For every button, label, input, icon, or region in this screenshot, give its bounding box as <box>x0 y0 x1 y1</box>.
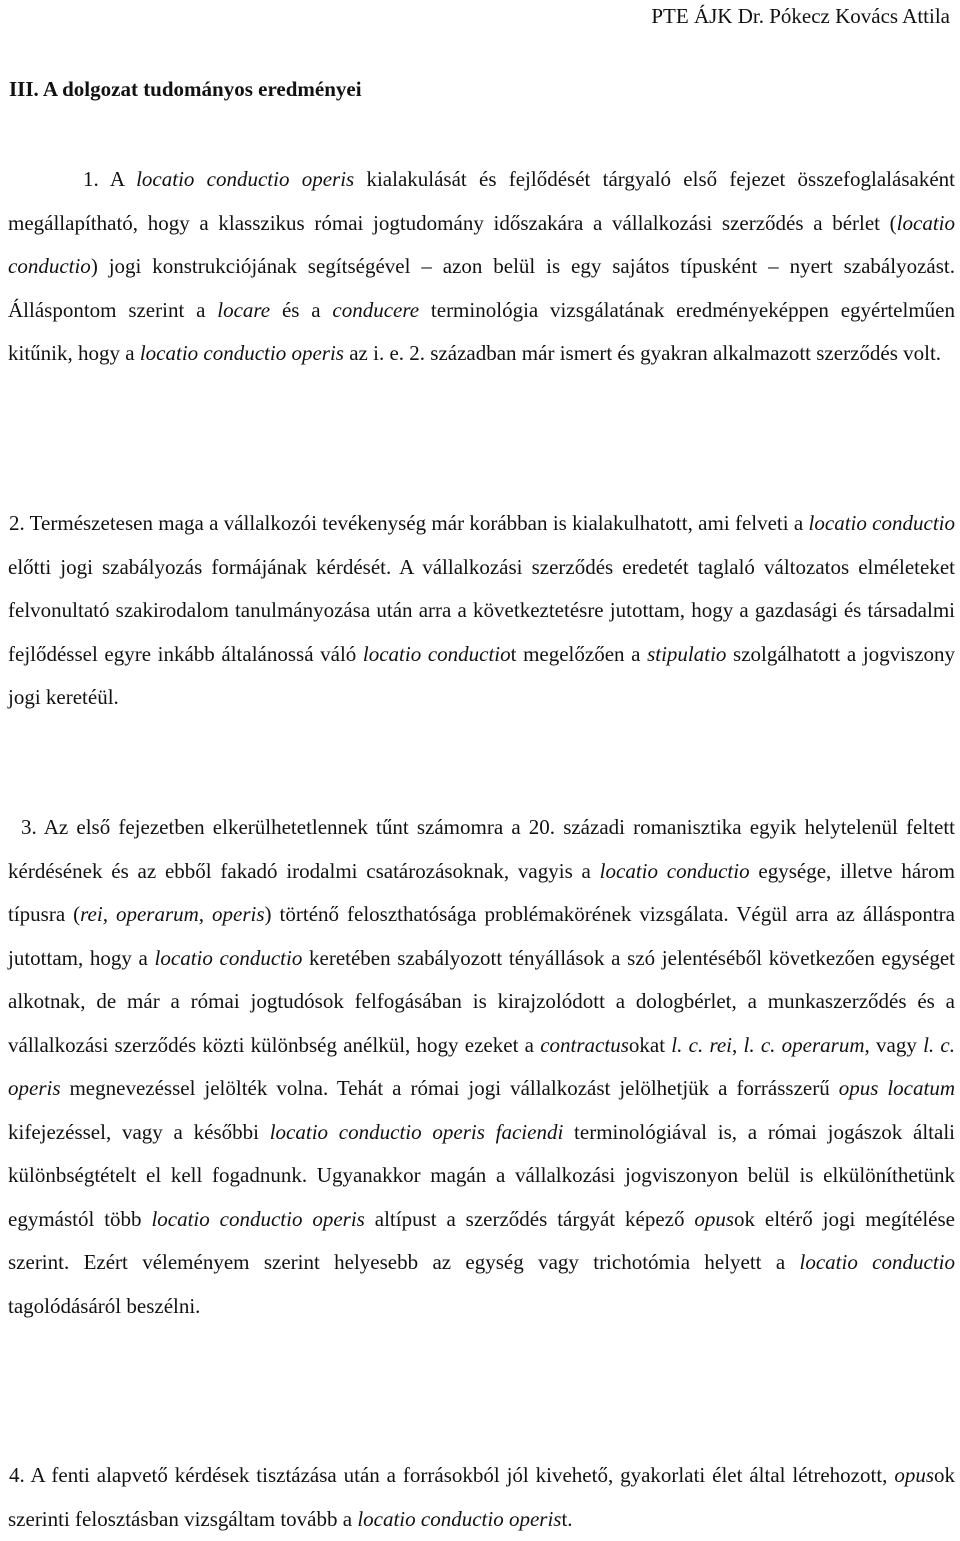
paragraph-3 <box>8 806 955 1328</box>
latin-term: locatio conductio operis <box>151 1206 365 1231</box>
text-run: keretében szabályozott tényállások a szó jelentéséből következően egységet alkotnak, de már a római jogtudósok felfogásában is kirajzolódott a dologbérlet, a munkaszerződés és a vállalkozási szerződés közti különbség anélkül, hogy ezeket a <box>8 945 955 1057</box>
latin-term: l. c. operarum <box>743 1032 865 1057</box>
latin-term: opus <box>894 1463 934 1487</box>
text-run: megnevezéssel jelölték volna. Tehát a római jogi vállalkozást jelölhetjük a forrásszerű <box>60 1076 839 1100</box>
text-run: ok szerinti felosztásban vizsgáltam tovább a <box>8 1463 955 1531</box>
section-title: III. A dolgozat tudományos eredményei <box>9 77 362 101</box>
latin-term: locatio conductio <box>808 511 955 535</box>
paragraph-number: 1. <box>83 167 99 191</box>
latin-term: l. c. rei <box>671 1032 733 1057</box>
text-run: A fenti alapvető kérdések tisztázása után a forrásokból jól kivehető, gyakorlati élet által létrehozott, <box>24 1463 895 1487</box>
text-run: egysége, illetve három típusra ( <box>8 858 956 926</box>
paragraph-number: 4. <box>9 1463 25 1487</box>
paragraph-1 <box>8 158 955 376</box>
text-run: okat <box>628 1032 672 1057</box>
text-run: t megelőzően a <box>510 641 648 666</box>
text-run: Az első fejezetben elkerülhetetlennek tűnt számomra a 20. századi romanisztika egyik helytelenül feltett kérdésének és az ebből fakadó irodalmi csatározásoknak, vagyis a <box>8 815 955 883</box>
text-run: altípust a szerződés tárgyát képező <box>364 1206 695 1231</box>
text-run: terminológiával is, a római jogászok általi különbségtételt el kell fogadnunk. Ugyanakkor magán a vállalkozási jogviszonyon belül is elkülöníthetünk egymástól több <box>8 1119 955 1231</box>
page-header-author: PTE ÁJK Dr. Pókecz Kovács Attila <box>651 4 950 28</box>
latin-term: locatio conductio operis <box>357 1506 562 1531</box>
latin-term: locatio conductio <box>599 858 750 883</box>
paragraph-number: 3. <box>21 815 37 839</box>
paragraph-2 <box>8 502 955 720</box>
latin-term: stipulatio <box>647 641 727 666</box>
text-run: előtti jogi szabályozás formájának kérdését. A vállalkozási szerződés eredetét taglaló változatos elméleteket felvonultató szakirodalom tanulmányozása után arra a következtetésre jutottam, hogy a gazdasági és társadalmi fejlődéssel egyre inkább általánossá váló <box>8 554 955 666</box>
text-run: kialakulását és fejlődését tárgyaló első fejezet összefoglalásaként megállapítható, hogy a klasszikus római jogtudomány időszakára a vállalkozási szerződés a bérlet ( <box>8 167 955 235</box>
latin-term: locatio conductio <box>8 210 955 278</box>
latin-term: locare <box>217 297 271 322</box>
text-run: és a <box>270 297 333 322</box>
text-run: az i. e. 2. században már ismert és gyakran alkalmazott szerződés volt. <box>343 341 942 365</box>
latin-term: l. c. operis <box>8 1032 955 1100</box>
text-run: t. <box>561 1506 573 1531</box>
text-run: A <box>98 167 137 191</box>
latin-term: opus <box>694 1206 735 1231</box>
latin-term: locatio conductio <box>154 945 303 970</box>
latin-term: locatio conductio <box>799 1250 955 1274</box>
text-run: Természetesen maga a vállalkozói tevékenység már korábban is kialakulhatott, ami felveti a <box>24 511 809 535</box>
latin-term: rei, operarum, operis <box>80 902 265 926</box>
latin-term: locatio conductio operis faciendi <box>269 1119 564 1144</box>
paragraph-4 <box>8 1454 955 1541</box>
text-run: ok eltérő jogi megítélése szerint. Ezért véleményem szerint helyesebb az egység vagy trichotómia helyett a <box>8 1206 955 1274</box>
latin-term: locatio conductio <box>362 641 511 666</box>
latin-term: conducere <box>332 297 420 322</box>
text-run: szolgálhatott a jogviszony jogi keretéül. <box>8 641 956 709</box>
text-run: ) jogi konstrukciójának segítségével – azon belül is egy sajátos típusként – nyert szabályozást. Álláspontom szerint a <box>8 254 955 322</box>
text-run: ) történő feloszthatósága problémakörének vizsgálata. Végül arra az álláspontra jutottam, hogy a <box>8 902 955 970</box>
text-run: kifejezéssel, vagy a későbbi <box>8 1119 270 1144</box>
text-run: , <box>732 1032 744 1057</box>
text-run: tagolódásáról beszélni. <box>8 1293 201 1318</box>
latin-term: locatio conductio operis <box>136 167 355 191</box>
text-run: , vagy <box>864 1032 924 1057</box>
text-run: terminológia vizsgálatának eredményeképpen egyértelműen kitűnik, hogy a <box>8 297 955 365</box>
latin-term: opus locatum <box>838 1076 956 1100</box>
latin-term: contractus <box>540 1032 629 1057</box>
latin-term: locatio conductio operis <box>139 341 344 365</box>
paragraph-number: 2. <box>9 511 25 535</box>
